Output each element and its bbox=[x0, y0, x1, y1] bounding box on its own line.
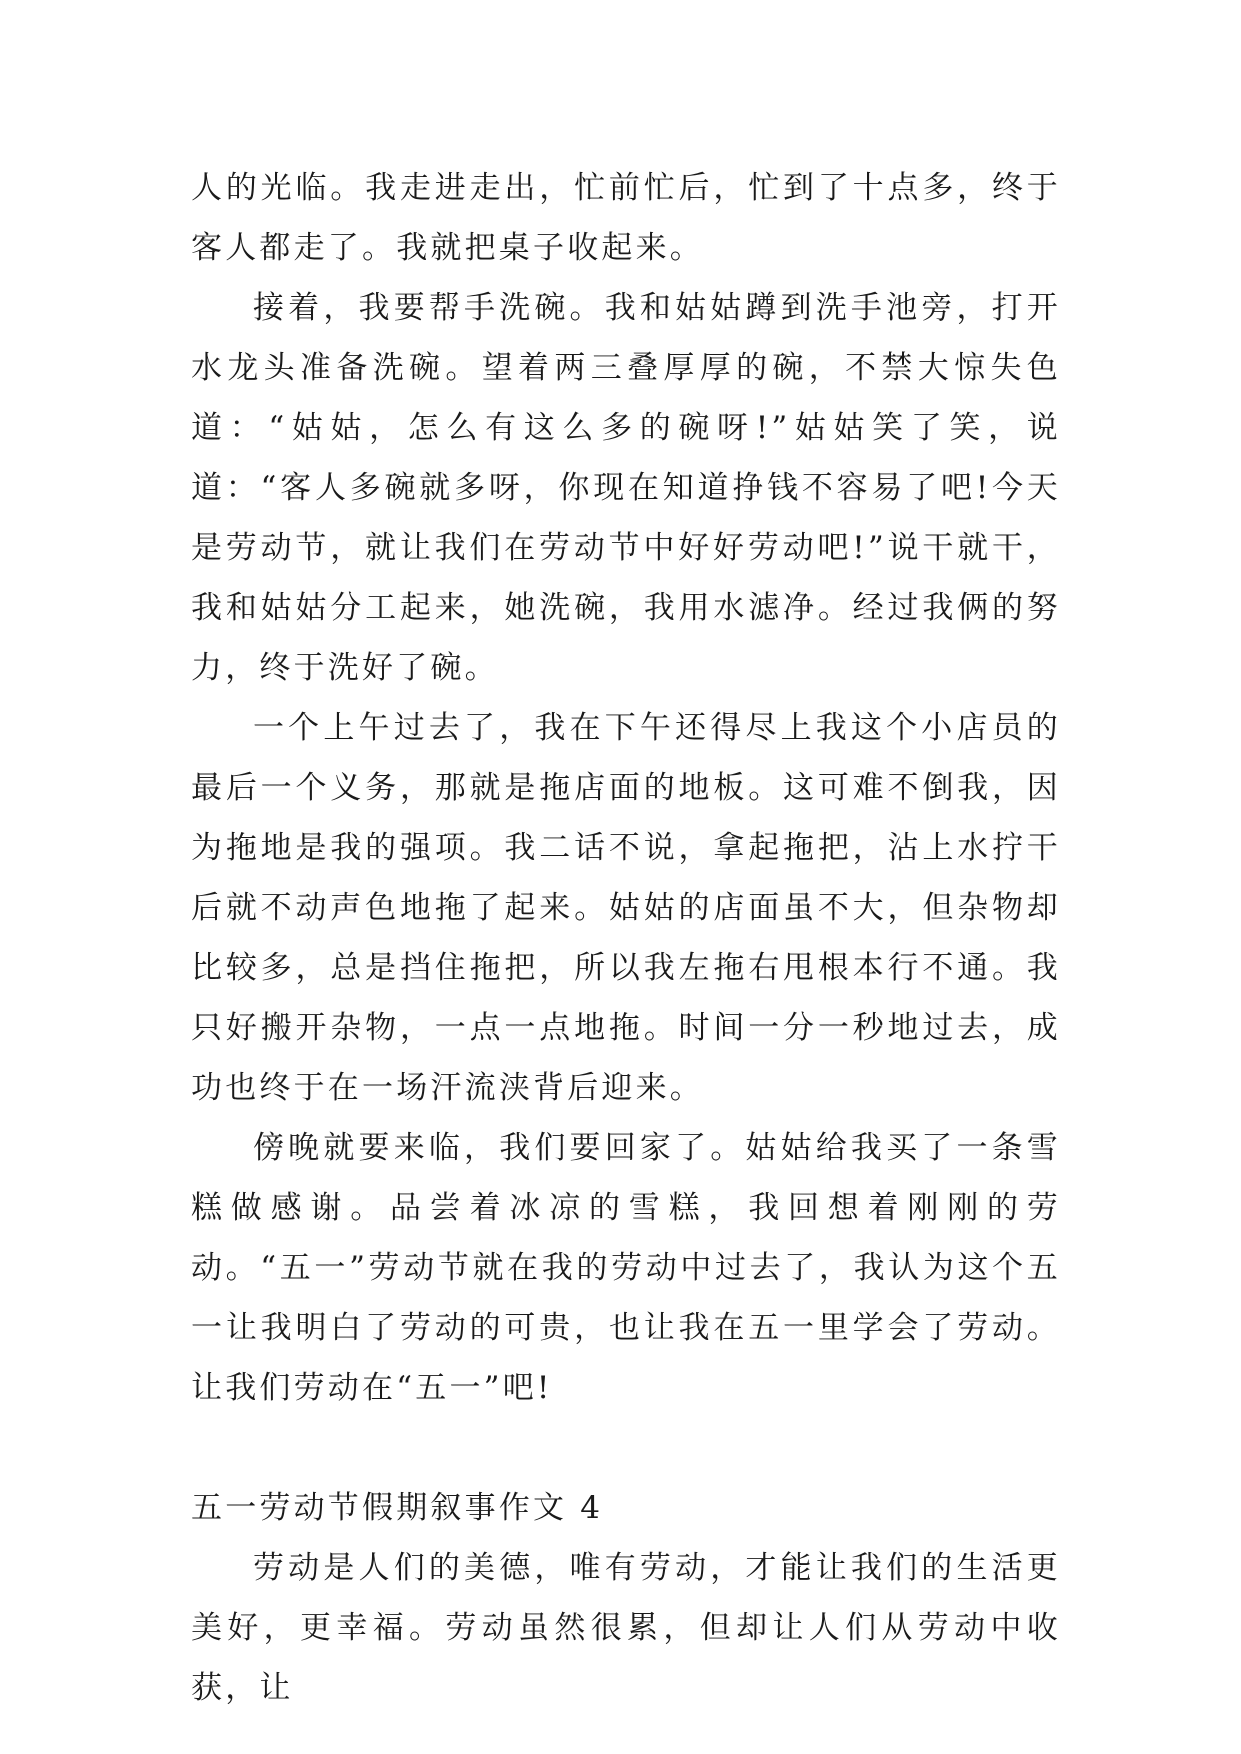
document-body bbox=[191, 158, 1061, 1718]
paragraph-1: 人的光临。我走进走出，忙前忙后，忙到了十点多，终于客人都走了。我就把桌子收起来。 bbox=[191, 170, 1061, 266]
paragraph-3: 一个上午过去了，我在下午还得尽上我这个小店员的最后一个义务，那就是拖店面的地板。这可难不倒我，因为拖地是我的强项。我二话不说，拿起拖把，沾上水拧干后就不动声色地拖了起来。姑姑的店面虽不大，但杂物却比较多，总是挡住拖把，所以我左拖右甩根本行不通。我只好搬开杂物，一点一点地拖。时间一分一秒地过去，成功也终于在一场汗流浃背后迎来。 bbox=[191, 710, 1061, 1106]
section-title: 五一劳动节假期叙事作文 4 bbox=[191, 1490, 604, 1526]
paragraph-2: 接着，我要帮手洗碗。我和姑姑蹲到洗手池旁，打开水龙头准备洗碗。望着两三叠厚厚的碗，不禁大惊失色道：“姑姑，怎么有这么多的碗呀!”姑姑笑了笑，说道：“客人多碗就多呀，你现在知道挣钱不容易了吧!今天是劳动节，就让我们在劳动节中好好劳动吧!”说干就干，我和姑姑分工起来，她洗碗，我用水滤净。经过我俩的努力，终于洗好了碗。 bbox=[191, 290, 1061, 686]
paragraph-4: 傍晚就要来临，我们要回家了。姑姑给我买了一条雪糕做感谢。品尝着冰凉的雪糕，我回想着刚刚的劳动。“五一”劳动节就在我的劳动中过去了，我认为这个五一让我明白了劳动的可贵，也让我在五一里学会了劳动。让我们劳动在“五一”吧! bbox=[191, 1130, 1061, 1406]
paragraph-5: 劳动是人们的美德，唯有劳动，才能让我们的生活更美好，更幸福。劳动虽然很累，但却让人们从劳动中收获，让 bbox=[191, 1550, 1061, 1706]
